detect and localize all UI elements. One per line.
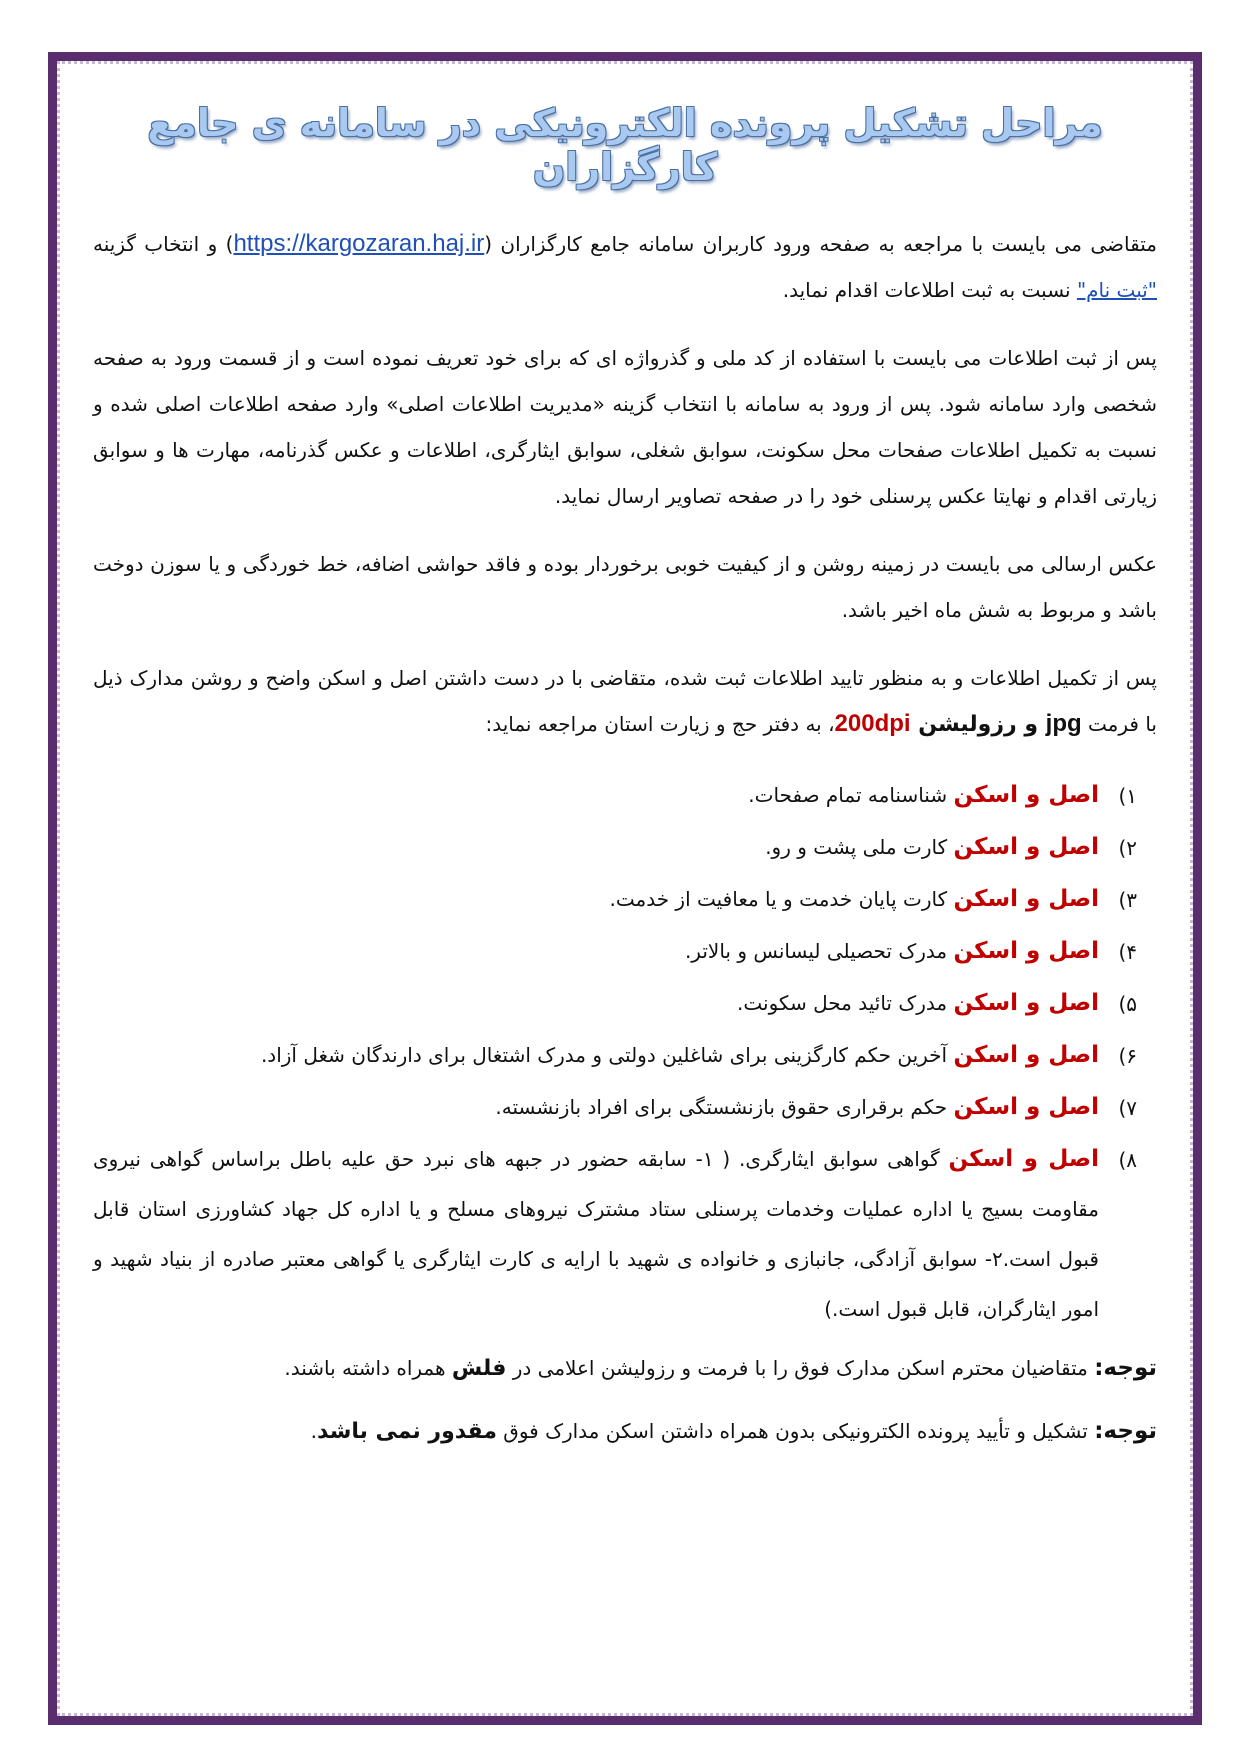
- item-text: [93, 874, 1099, 926]
- paragraph-login-steps: پس از ثبت اطلاعات می بایست با استفاده از کد ملی و گذرواژه ای که برای خود تعریف نموده است و از قسمت ورود به صفحه شخصی وارد سامانه شود. پس از ورود به سامانه با انتخاب گزینه «مدیریت اطلاعات اصلی» وارد صفحه اطلاعات اصلی شده و نسبت به تکمیل اطلاعات صفحات محل سکونت، سوابق شغلی، سوابق ایثارگری، اطلاعات و عکس گذرنامه، مهارت ها و سوابق زیارتی اقدام و نهایتا عکس پرسنلی خود را در صفحه تصاویر ارسال نماید.: [93, 346, 1157, 508]
- item-number: ۲): [1118, 836, 1137, 860]
- note-emphasis: مقدور نمی باشد: [316, 1419, 497, 1444]
- note-end: .: [310, 1419, 317, 1443]
- list-item: [93, 874, 1157, 926]
- note-end: همراه داشته باشند.: [284, 1356, 452, 1380]
- resolution-200dpi: 200dpi: [834, 710, 911, 737]
- item-strong: اصل و اسکن: [953, 782, 1099, 808]
- item-text: [93, 1082, 1099, 1134]
- list-item: [93, 1134, 1157, 1334]
- list-item: [93, 822, 1157, 874]
- item-text: [93, 770, 1099, 822]
- item-desc: مدرک تائید محل سکونت.: [737, 991, 954, 1015]
- item-number: ۱): [1118, 784, 1137, 808]
- p4-part1: پس از تکمیل اطلاعات و به منظور تایید اطلاعات ثبت شده، متقاضی با در دست داشتن اصل و اسکن واضح و روشن مدارک ذیل با فرمت: [93, 666, 1157, 736]
- item-text: [93, 926, 1099, 978]
- note-text: متقاضیان محترم اسکن مدارک فوق را با فرمت و رزولیشن اعلامی در: [506, 1356, 1095, 1380]
- register-option-link[interactable]: "ثبت نام": [1076, 278, 1157, 302]
- note-label: توجه:: [1094, 1418, 1157, 1444]
- note-emphasis: فلش: [451, 1356, 507, 1381]
- list-item: [93, 1082, 1157, 1134]
- p1-before-link: متقاضی می بایست با مراجعه به صفحه ورود کاربران سامانه جامع کارگزاران (: [484, 232, 1157, 256]
- item-number: ۵): [1118, 992, 1137, 1016]
- item-number: ۸): [1118, 1148, 1137, 1172]
- paragraph-documents-intro: [93, 655, 1157, 748]
- item-desc: حکم برقراری حقوق بازنشستگی برای افراد بازنشسته.: [495, 1095, 954, 1119]
- item-text: [93, 822, 1099, 874]
- item-desc: شناسنامه تمام صفحات.: [748, 783, 954, 807]
- item-strong: اصل و اسکن: [953, 886, 1099, 912]
- note-text: تشکیل و تأیید پرونده الکترونیکی بدون همراه داشتن اسکن مدارک فوق: [496, 1419, 1095, 1443]
- item-strong: اصل و اسکن: [948, 1146, 1099, 1172]
- list-item: [93, 1030, 1157, 1082]
- list-item: [93, 926, 1157, 978]
- document-content: [93, 101, 1157, 1680]
- item-desc: کارت پایان خدمت و یا معافیت از خدمت.: [609, 887, 954, 911]
- item-text: [93, 1030, 1099, 1082]
- p4-and-resolution: و رزولیشن: [910, 712, 1046, 737]
- kargozaran-link[interactable]: https://kargozaran.haj.ir: [233, 230, 485, 257]
- item-number: ۴): [1118, 940, 1137, 964]
- item-desc: کارت ملی پشت و رو.: [765, 835, 954, 859]
- format-jpg: jpg: [1045, 710, 1082, 737]
- p4-part2: ، به دفتر حج و زیارت استان مراجعه نماید:: [485, 712, 835, 736]
- item-number: ۷): [1118, 1096, 1137, 1120]
- item-text: [93, 978, 1099, 1030]
- item-desc: گواهی سوابق ایثارگری. ( ۱- سابقه حضور در جبهه های نبرد حق علیه باطل براساس گواهی نیروی مقاومت بسیج یا اداره عملیات وخدمات پرسنلی ستاد مشترک نیروهای مسلح و یا اداره کل جهاد کشاورزی استان قابل قبول است.۲- سوابق آزادگی، جانبازی و خانواده ی شهید با ارایه ی کارت ایثارگری یا گواهی معتبر صادره از بنیاد شهید و امور ایثارگران، قابل قبول است.): [93, 1147, 1099, 1321]
- list-item: [93, 770, 1157, 822]
- decorative-border: [48, 52, 1202, 1725]
- note-flash-drive: [93, 1348, 1157, 1389]
- paragraph-registration: [93, 221, 1157, 313]
- item-desc: آخرین حکم کارگزینی برای شاغلین دولتی و مدرک اشتغال برای دارندگان شغل آزاد.: [260, 1043, 954, 1067]
- documents-list: [93, 770, 1157, 1334]
- item-strong: اصل و اسکن: [953, 834, 1099, 860]
- item-desc: مدرک تحصیلی لیسانس و بالاتر.: [684, 939, 954, 963]
- item-number: ۶): [1118, 1044, 1137, 1068]
- item-strong: اصل و اسکن: [953, 990, 1099, 1016]
- item-strong: اصل و اسکن: [953, 1042, 1099, 1068]
- item-number: ۳): [1118, 888, 1137, 912]
- p1-after-link: ) و انتخاب گزینه: [93, 232, 234, 256]
- item-strong: اصل و اسکن: [953, 938, 1099, 964]
- list-item: [93, 978, 1157, 1030]
- page-title: مراحل تشکیل پرونده الکترونیکی در سامانه ی جامع کارگزاران: [147, 101, 1103, 189]
- note-required-scans: [93, 1411, 1157, 1452]
- item-strong: اصل و اسکن: [953, 1094, 1099, 1120]
- note-label: توجه:: [1094, 1355, 1157, 1381]
- p1-end: نسبت به ثبت اطلاعات اقدام نماید.: [782, 278, 1077, 302]
- item-text: [93, 1134, 1099, 1334]
- paragraph-photo-requirements: عکس ارسالی می بایست در زمینه روشن و از کیفیت خوبی برخوردار بوده و فاقد حواشی اضافه، خط خوردگی و یا سوزن دوخت باشد و مربوط به شش ماه اخیر باشد.: [93, 552, 1157, 622]
